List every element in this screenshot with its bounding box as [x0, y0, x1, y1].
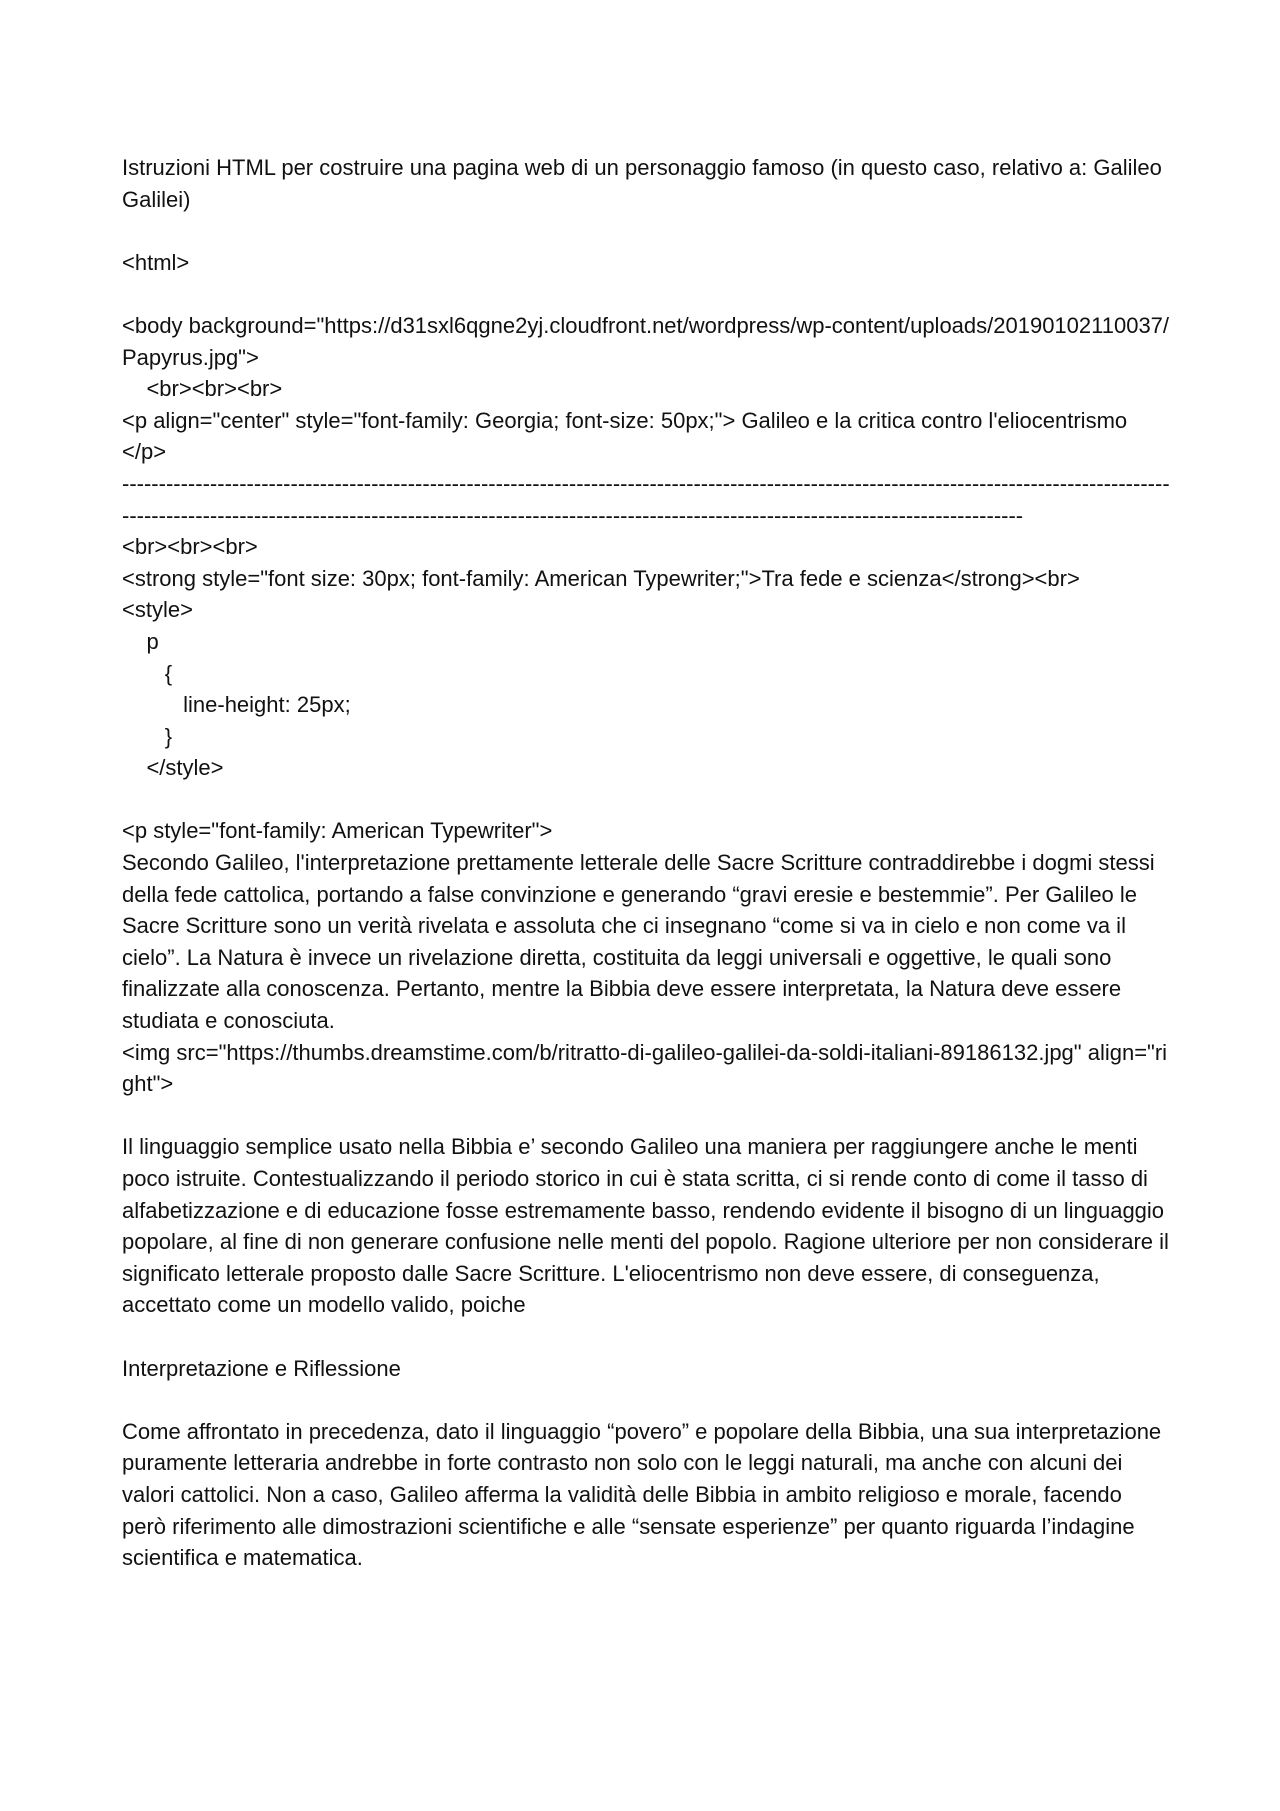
- code-style-brace-close: }: [122, 723, 173, 749]
- code-style-brace-open: {: [122, 660, 173, 686]
- blank-line: [122, 278, 1172, 310]
- code-p-typewriter: <p style="font-family: American Typewriter">: [122, 818, 553, 844]
- code-img-tag: <img src="https://thumbs.dreamstime.com/b/ritratto-di-galileo-galilei-da-soldi-italiani-89186132.jpg" align="right">: [122, 1039, 1168, 1097]
- code-html-open: <html>: [122, 249, 190, 275]
- code-style-selector: p: [122, 628, 159, 654]
- blank-line: [122, 1100, 1172, 1132]
- code-style-rule: line-height: 25px;: [122, 692, 351, 718]
- paragraph-1: Secondo Galileo, l'interpretazione prettamente letterale delle Sacre Scritture contraddirebbe i dogmi stessi della fede cattolica, portando a false convinzione e generando “gravi eresie e bestemmie”. Per Galileo le Sacre Scritture sono un verità rivelata e assoluta che ci insegnano “come si va in cielo e non come va il cielo”. La Natura è invece un rivelazione diretta, costituita da leggi universali e oggettive, le quali sono finalizzate alla conoscenza. Pertanto, mentre la Bibbia deve essere interpretata, la Natura deve essere studiata e conosciuta.: [122, 850, 1155, 1034]
- paragraph-2: Il linguaggio semplice usato nella Bibbia e’ secondo Galileo una maniera per raggiungere anche le menti poco istruite. Contestualizzando il periodo storico in cui è stata scritta, ci si rende conto di come il tasso di alfabetizzazione e di educazione fosse estremamente basso, rendendo evidente il bisogno di un linguaggio popolare, al fine di non generare confusione nelle menti del popolo. Ragione ulteriore per non considerare il significato letterale proposto dalle Sacre Scritture. L'eliocentrismo non deve essere, di conseguenza, accettato come un modello valido, poiche: [122, 1134, 1169, 1318]
- code-br-indented: <br><br><br>: [122, 376, 283, 402]
- code-body-tag: <body background="https://d31sxl6qgne2yj.cloudfront.net/wordpress/wp-content/uploads/20190102110037/Papyrus.jpg">: [122, 312, 1170, 370]
- code-style-open: <style>: [122, 597, 193, 623]
- document-page: [122, 152, 1172, 1574]
- blank-line: [122, 1384, 1172, 1416]
- blank-line: [122, 215, 1172, 247]
- section-heading: Interpretazione e Riflessione: [122, 1355, 401, 1381]
- intro-text: Istruzioni HTML per costruire una pagina web di un personaggio famoso (in questo caso, relativo a: Galileo Galilei): [122, 155, 1162, 212]
- blank-line: [122, 1321, 1172, 1353]
- code-p-center: <p align="center" style="font-family: Georgia; font-size: 50px;"> Galileo e la critica contro l'eliocentrismo </p>: [122, 407, 1128, 465]
- code-strong: <strong style="font size: 30px; font-family: American Typewriter;">Tra fede e scienza</strong><br>: [122, 565, 1080, 591]
- dash-separator: --------------------------------------------------------------------------------------------------------------------------------------------------------------------------------------------------------------------------------------------------------------------------: [122, 470, 1170, 528]
- code-style-close: </style>: [122, 755, 224, 781]
- paragraph-3: Come affrontato in precedenza, dato il linguaggio “povero” e popolare della Bibbia, una sua interpretazione puramente letteraria andrebbe in forte contrasto non solo con le leggi naturali, ma anche con alcuni dei valori cattolici. Non a caso, Galileo afferma la validità delle Bibbia in ambito religioso e morale, facendo però riferimento alle dimostrazioni scientifiche e alle “sensate esperienze” per quanto riguarda l’indagine scientifica e matematica.: [122, 1418, 1162, 1571]
- code-br: <br><br><br>: [122, 534, 258, 560]
- blank-line: [122, 784, 1172, 816]
